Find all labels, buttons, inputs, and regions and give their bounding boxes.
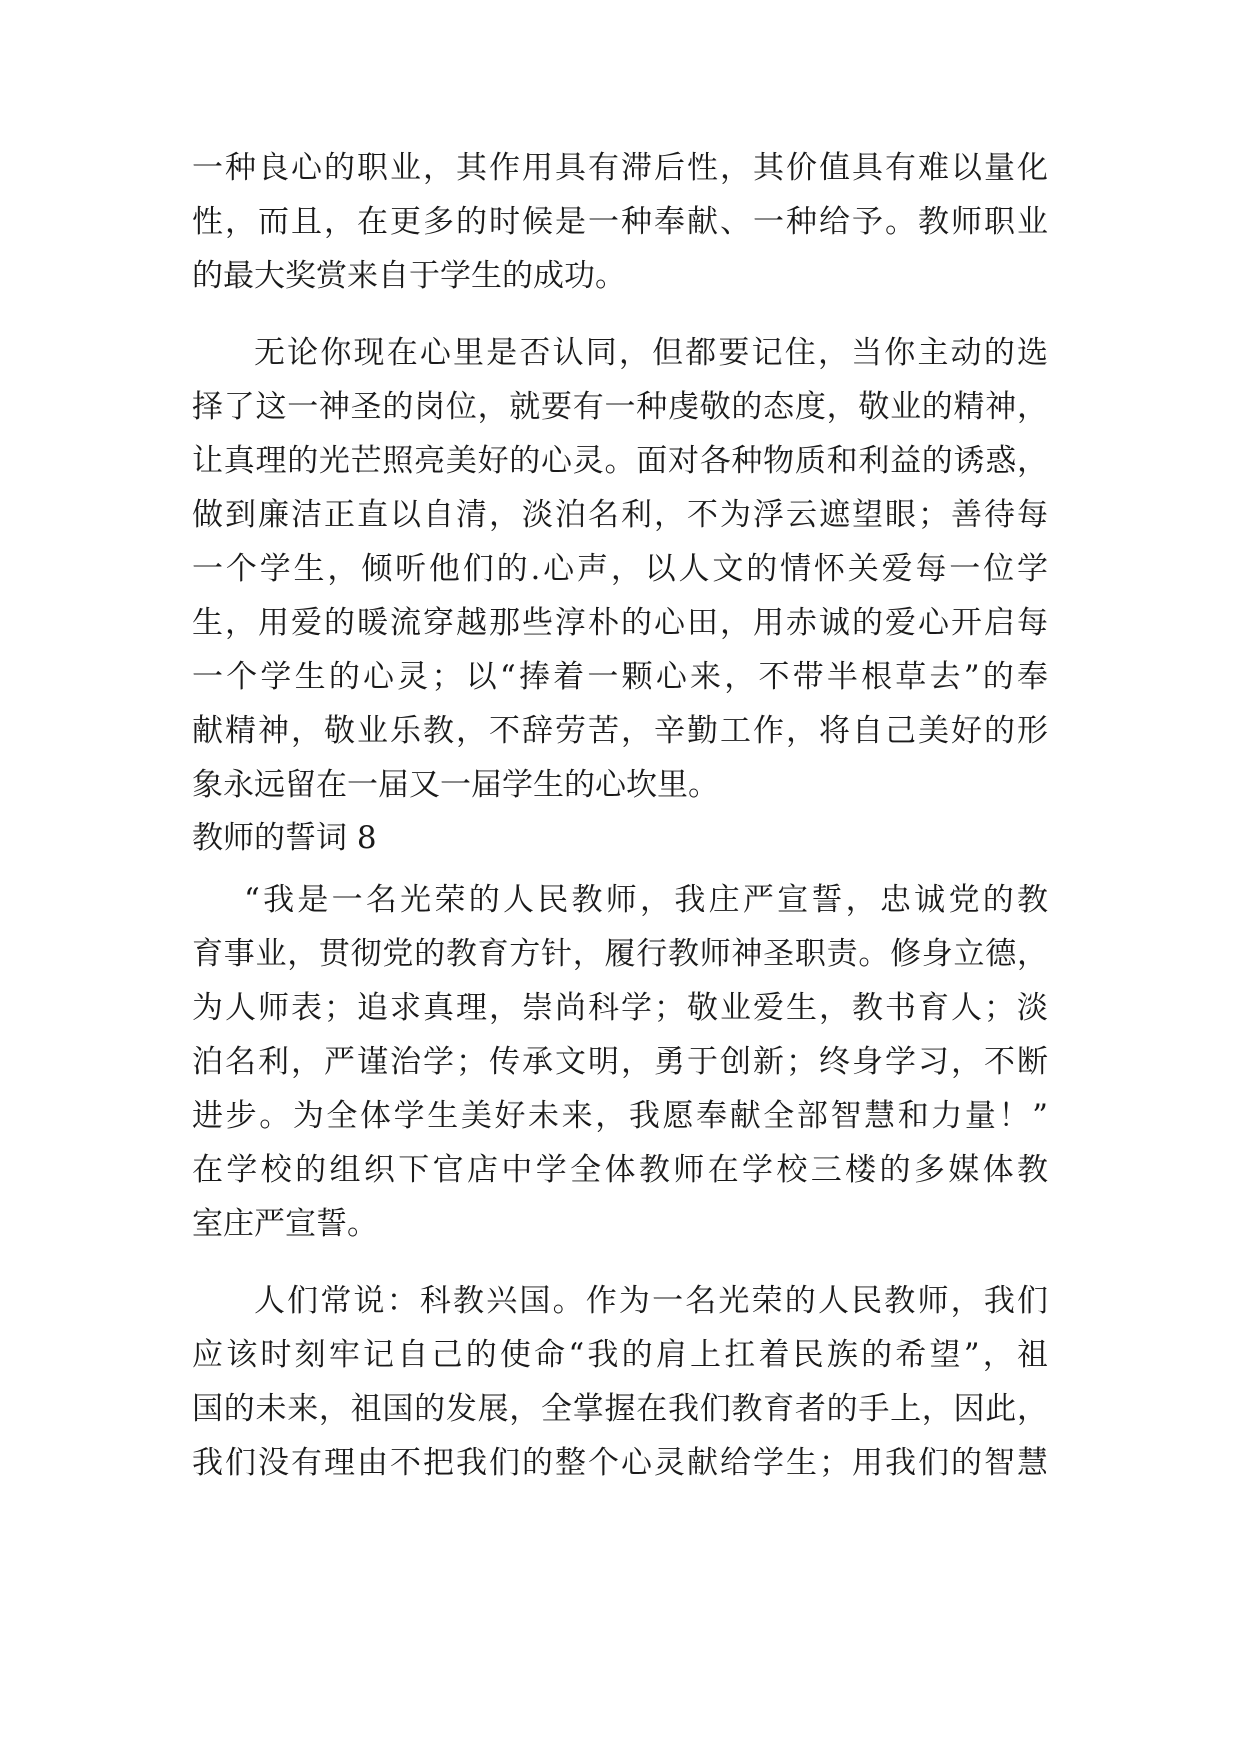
paragraph-4-line-1: 人们常说：科教兴国。作为一名光荣的人民教师，我们 [254, 1283, 1048, 1319]
paragraph-4-line-4: 我们没有理由不把我们的整个心灵献给学生；用我们的智慧 [192, 1445, 1048, 1481]
paragraph-3-line-4: 泊名利，严谨治学；传承文明，勇于创新；终身学习，不断 [192, 1044, 1048, 1080]
paragraph-3-line-1: “我是一名光荣的人民教师，我庄严宣誓，忠诚党的教 [244, 882, 1048, 918]
paragraph-1-line-3: 的最大奖赏来自于学生的成功。 [192, 258, 626, 294]
paragraph-2-line-8: 献精神，敬业乐教，不辞劳苦，辛勤工作，将自己美好的形 [192, 713, 1048, 749]
paragraph-2-line-3: 让真理的光芒照亮美好的心灵。面对各种物质和利益的诱惑， [192, 443, 1048, 479]
paragraph-2-line-7: 一个学生的心灵；以“捧着一颗心来，不带半根草去”的奉 [192, 659, 1048, 695]
paragraph-4-line-3: 国的未来，祖国的发展，全掌握在我们教育者的手上，因此， [192, 1391, 1048, 1427]
paragraph-2-line-4: 做到廉洁正直以自清，淡泊名利，不为浮云遮望眼；善待每 [192, 497, 1048, 533]
paragraph-3-line-6: 在学校的组织下官店中学全体教师在学校三楼的多媒体教 [192, 1152, 1048, 1188]
paragraph-2-line-5: 一个学生，倾听他们的.心声，以人文的情怀关爱每一位学 [192, 551, 1048, 587]
paragraph-2-line-9: 象永远留在一届又一届学生的心坎里。 [192, 767, 719, 803]
paragraph-1-line-1: 一种良心的职业，其作用具有滞后性，其价值具有难以量化 [192, 150, 1048, 186]
paragraph-3-line-7: 室庄严宣誓。 [192, 1206, 378, 1242]
paragraph-2-line-6: 生，用爱的暖流穿越那些淳朴的心田，用赤诚的爱心开启每 [192, 605, 1048, 641]
section-heading: 教师的誓词 8 [192, 820, 377, 856]
paragraph-2-line-1: 无论你现在心里是否认同，但都要记住，当你主动的选 [254, 335, 1048, 371]
paragraph-2-line-2: 择了这一神圣的岗位，就要有一种虔敬的态度，敬业的精神， [192, 389, 1048, 425]
paragraph-3-line-2: 育事业，贯彻党的教育方针，履行教师神圣职责。修身立德， [192, 936, 1048, 972]
paragraph-3-line-5: 进步。为全体学生美好未来，我愿奉献全部智慧和力量！” [192, 1098, 1048, 1134]
paragraph-3-line-3: 为人师表；追求真理，崇尚科学；敬业爱生，教书育人；淡 [192, 990, 1048, 1026]
paragraph-4-line-2: 应该时刻牢记自己的使命“我的肩上扛着民族的希望”，祖 [192, 1337, 1048, 1373]
paragraph-1-line-2: 性，而且，在更多的时候是一种奉献、一种给予。教师职业 [192, 204, 1048, 240]
